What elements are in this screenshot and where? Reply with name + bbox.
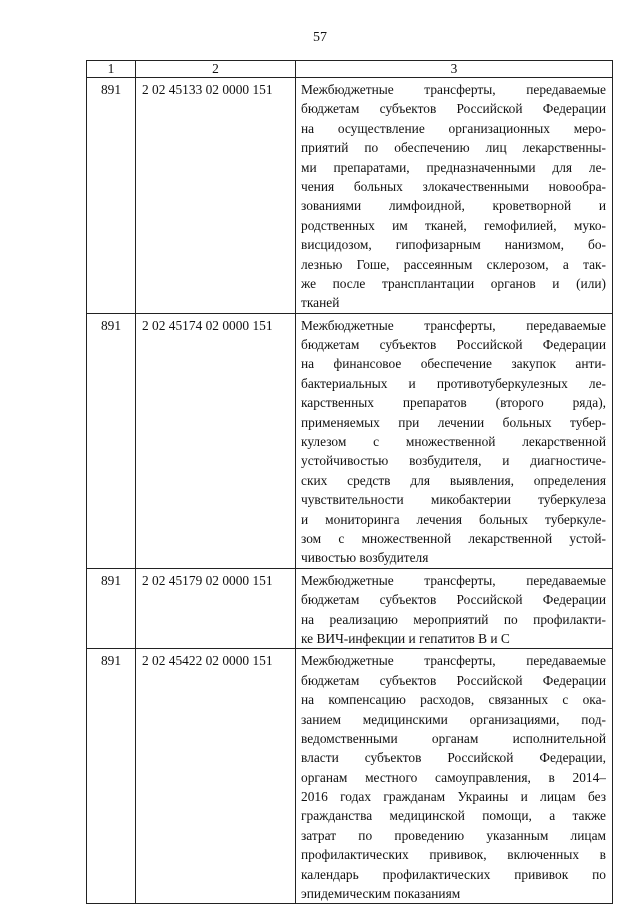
description-line: календарь профилактических прививок по <box>301 866 606 882</box>
description-line: кулезом с множественной лекарственной <box>301 434 606 450</box>
description-line: карственных препаратов (второго ряда), <box>301 395 606 411</box>
description-line: занием медицинскими организациями, под- <box>301 711 606 727</box>
description-line: лезнью Гоше, рассеянным склерозом, а так- <box>301 256 606 272</box>
description-line: бактериальных и противотуберкулезных ле- <box>301 375 606 391</box>
table-row <box>87 78 613 314</box>
description-line: власти субъектов Российской Федерации, <box>301 750 606 766</box>
ministry-code-cell: 891 <box>87 568 136 649</box>
description-line: бюджетам субъектов Российской Федерации <box>301 337 606 353</box>
description-line: ских средств для выявления, определения <box>301 472 606 488</box>
header-row <box>87 61 613 78</box>
description-line: Межбюджетные трансферты, передаваемые <box>301 82 606 97</box>
description-line: на компенсацию расходов, связанных с ока- <box>301 692 606 708</box>
description-line: чивостью возбудителя <box>301 550 429 566</box>
description-line: ке ВИЧ-инфекции и гепатитов В и С <box>301 630 510 646</box>
description-line: приятий по обеспечению лиц лекарственны- <box>301 140 606 156</box>
description-line: органам местного самоуправления, в 2014– <box>301 769 606 785</box>
description-line: на реализацию мероприятий по профилакти- <box>301 611 606 627</box>
description-line: же после трансплантации органов и (или) <box>301 275 606 291</box>
table-row <box>87 313 613 568</box>
description-cell <box>296 313 613 568</box>
description-line: затрат по проведению указанным лицам <box>301 827 606 843</box>
column-header-1: 1 <box>87 61 136 78</box>
description-line: Межбюджетные трансферты, передаваемые <box>301 317 606 333</box>
description-line: родственных им тканей, гемофилией, муко- <box>301 217 606 233</box>
ministry-code-cell: 891 <box>87 78 136 314</box>
table-row <box>87 649 613 904</box>
description-line: и мониторинга лечения больных туберкуле- <box>301 511 606 527</box>
budget-classification-code-cell: 2 02 45133 02 0000 151 <box>136 78 296 314</box>
description-line: эпидемическим показаниям <box>301 886 461 902</box>
description-line: ми препаратами, предназначенными для ле- <box>301 159 606 175</box>
description-line: применяемых при лечении больных тубер- <box>301 414 606 430</box>
description-line: устойчивостью возбудителя, и диагностиче- <box>301 453 606 469</box>
ministry-code-cell: 891 <box>87 649 136 904</box>
budget-table <box>86 60 613 904</box>
description-line: на финансовое обеспечение закупок анти- <box>301 356 606 372</box>
description-line: висцидозом, гипофизарным нанизмом, бо- <box>301 237 606 253</box>
description-line: зом с множественной лекарственной устой- <box>301 530 606 546</box>
description-line: гражданства медицинской помощи, а также <box>301 808 606 824</box>
description-cell <box>296 78 613 314</box>
description-line: чения больных злокачественными новообра- <box>301 178 606 194</box>
description-line: ведомственными органам исполнительной <box>301 730 606 746</box>
description-line: на осуществление организационных меро- <box>301 120 606 136</box>
table-row <box>87 568 613 649</box>
description-line: зованиями лимфоидной, кроветворной и <box>301 198 606 214</box>
description-line: профилактических прививок, включенных в <box>301 847 606 863</box>
column-header-3: 3 <box>296 61 613 78</box>
column-header-2: 2 <box>136 61 296 78</box>
budget-classification-code-cell: 2 02 45179 02 0000 151 <box>136 568 296 649</box>
description-cell <box>296 568 613 649</box>
description-line: тканей <box>301 295 340 311</box>
description-line: Межбюджетные трансферты, передаваемые <box>301 653 606 669</box>
description-line: бюджетам субъектов Российской Федерации <box>301 672 606 688</box>
description-line: 2016 годах гражданам Украины и лицам без <box>301 789 606 805</box>
budget-classification-code-cell: 2 02 45422 02 0000 151 <box>136 649 296 904</box>
description-line: чувствительности микобактерии туберкулеза <box>301 492 606 508</box>
ministry-code-cell: 891 <box>87 313 136 568</box>
description-line: бюджетам субъектов Российской Федерации <box>301 101 606 117</box>
description-cell <box>296 649 613 904</box>
description-line: бюджетам субъектов Российской Федерации <box>301 592 606 608</box>
page-number: 57 <box>313 30 327 45</box>
description-line: Межбюджетные трансферты, передаваемые <box>301 572 606 588</box>
budget-classification-code-cell: 2 02 45174 02 0000 151 <box>136 313 296 568</box>
